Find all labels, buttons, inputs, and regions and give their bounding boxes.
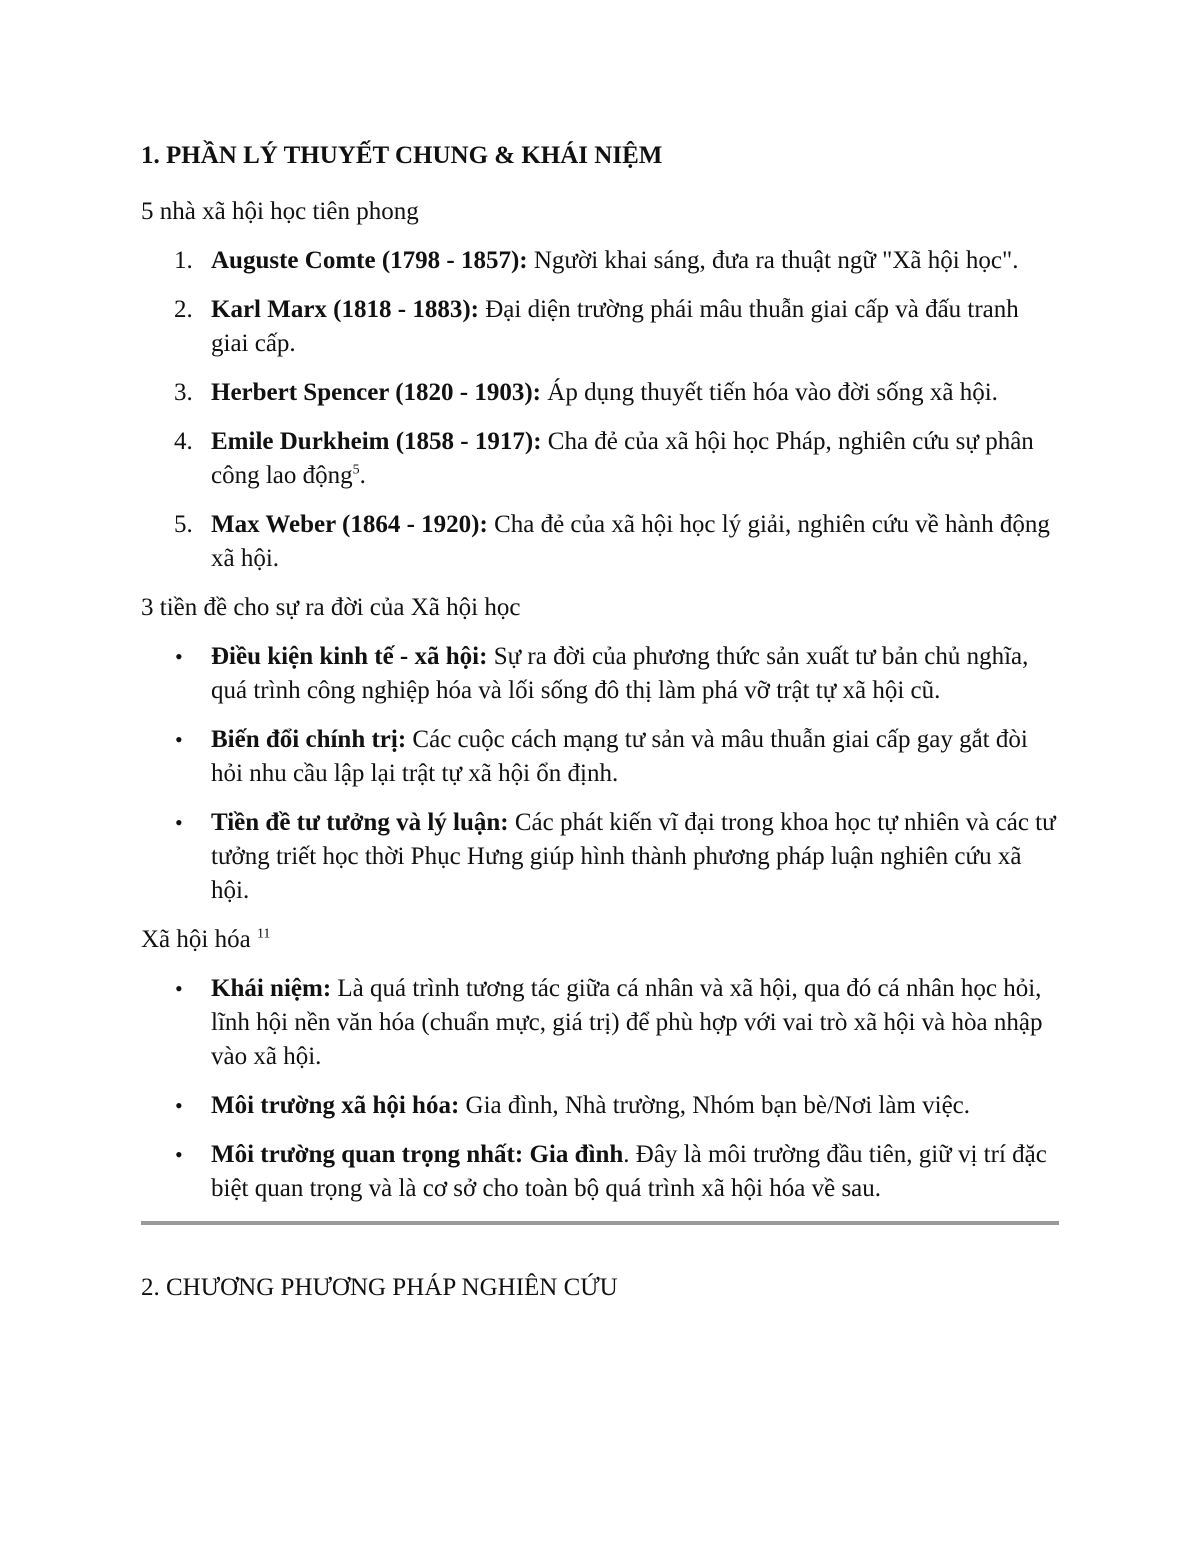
premise-label: Biến đổi chính trị: — [211, 726, 407, 753]
premises-list — [141, 640, 1061, 908]
list-number: 3. — [174, 379, 193, 406]
pioneer-description: Người khai sáng, đưa ra thuật ngữ "Xã hội học". — [527, 247, 1019, 274]
pioneer-description: Cha đẻ của xã hội học Pháp, nghiên cứu sự phân công lao động — [211, 428, 1034, 489]
premise-text: Sự ra đời của phương thức sản xuất tư bản chủ nghĩa, quá trình công nghiệp hóa và lối sống đô thị làm phá vỡ trật tự xã hội cũ. — [211, 643, 1029, 704]
pioneer-item — [141, 244, 1061, 278]
pioneer-name: Auguste Comte (1798 - 1857): — [211, 247, 528, 274]
pioneer-item — [141, 376, 1061, 410]
socialization-item — [141, 972, 1061, 1074]
footnote-ref[interactable]: 5 — [352, 462, 360, 478]
pioneer-name: Karl Marx (1818 - 1883): — [211, 296, 479, 323]
pioneer-item — [141, 293, 1061, 361]
document-page — [141, 139, 1061, 1305]
bullet-icon: • — [175, 644, 183, 669]
socialization-text-continued: . Đây là môi trường đầu tiên, giữ vị trí đặc biệt quan trọng và là cơ sở cho toàn bộ quá trình xã hội hóa về sau. — [211, 1141, 1047, 1202]
premise-label: Điều kiện kinh tế - xã hội: — [211, 643, 488, 670]
premise-text: Các cuộc cách mạng tư sản và mâu thuẫn giai cấp gay gắt đòi hỏi nhu cầu lập lại trật tự xã hội ổn định. — [211, 726, 1028, 787]
socialization-text: Gia đình, Nhà trường, Nhóm bạn bè/Nơi làm việc. — [459, 1092, 971, 1119]
pioneers-title: 5 nhà xã hội học tiên phong — [141, 198, 419, 225]
socialization-item — [141, 1089, 1061, 1123]
pioneer-name: Emile Durkheim (1858 - 1917): — [211, 428, 542, 455]
premise-item — [141, 723, 1061, 791]
section-1-heading: 1. PHẦN LÝ THUYẾT CHUNG & KHÁI NIỆM — [141, 142, 663, 169]
pioneer-description: Đại diện trường phái mâu thuẫn giai cấp và đấu tranh giai cấp. — [211, 296, 1019, 357]
socialization-item — [141, 1138, 1061, 1206]
socialization-label-emphasis: Gia đình — [529, 1141, 624, 1168]
socialization-title-text: Xã hội hóa — [141, 926, 257, 953]
bullet-icon: • — [175, 727, 183, 752]
socialization-label: Môi trường xã hội hóa: — [211, 1092, 460, 1119]
list-number: 4. — [174, 428, 193, 455]
socialization-title — [141, 923, 1061, 957]
premise-item — [141, 640, 1061, 708]
pioneer-item — [141, 425, 1061, 493]
list-number: 2. — [174, 296, 193, 323]
pioneer-name: Max Weber (1864 - 1920): — [211, 511, 488, 538]
bullet-icon: • — [175, 810, 183, 835]
premise-text: Các phát kiến vĩ đại trong khoa học tự nhiên và các tư tưởng triết học thời Phục Hưng giúp hình thành phương pháp luận nghiên cứu xã hội. — [211, 809, 1056, 904]
premises-title: 3 tiền đề cho sự ra đời của Xã hội học — [141, 594, 521, 621]
pioneer-description: Áp dụng thuyết tiến hóa vào đời sống xã hội. — [541, 379, 998, 406]
socialization-list — [141, 972, 1061, 1206]
list-number: 5. — [174, 511, 193, 538]
bullet-icon: • — [175, 976, 183, 1001]
socialization-label: Khái niệm: — [211, 975, 332, 1002]
premise-item — [141, 806, 1061, 908]
bullet-icon: • — [175, 1093, 183, 1118]
pioneer-description: Cha đẻ của xã hội học lý giải, nghiên cứu về hành động xã hội. — [211, 511, 1050, 572]
horizontal-divider — [141, 1221, 1059, 1225]
pioneer-item — [141, 508, 1061, 576]
pioneer-description-tail: . — [359, 462, 366, 489]
section-2-heading: 2. CHƯƠNG PHƯƠNG PHÁP NGHIÊN CỨU — [141, 1274, 618, 1301]
socialization-text: Là quá trình tương tác giữa cá nhân và xã hội, qua đó cá nhân học hỏi, lĩnh hội nền văn hóa (chuẩn mực, giá trị) để phù hợp với vai trò xã hội và hòa nhập vào xã hội. — [211, 975, 1043, 1070]
footnote-ref[interactable]: 11 — [256, 926, 271, 942]
premise-label: Tiền đề tư tưởng và lý luận: — [211, 809, 509, 836]
pioneer-name: Herbert Spencer (1820 - 1903): — [211, 379, 542, 406]
socialization-label: Môi trường quan trọng nhất: — [211, 1141, 524, 1168]
bullet-icon: • — [175, 1142, 183, 1167]
pioneers-list — [141, 244, 1061, 576]
list-number: 1. — [174, 247, 193, 274]
